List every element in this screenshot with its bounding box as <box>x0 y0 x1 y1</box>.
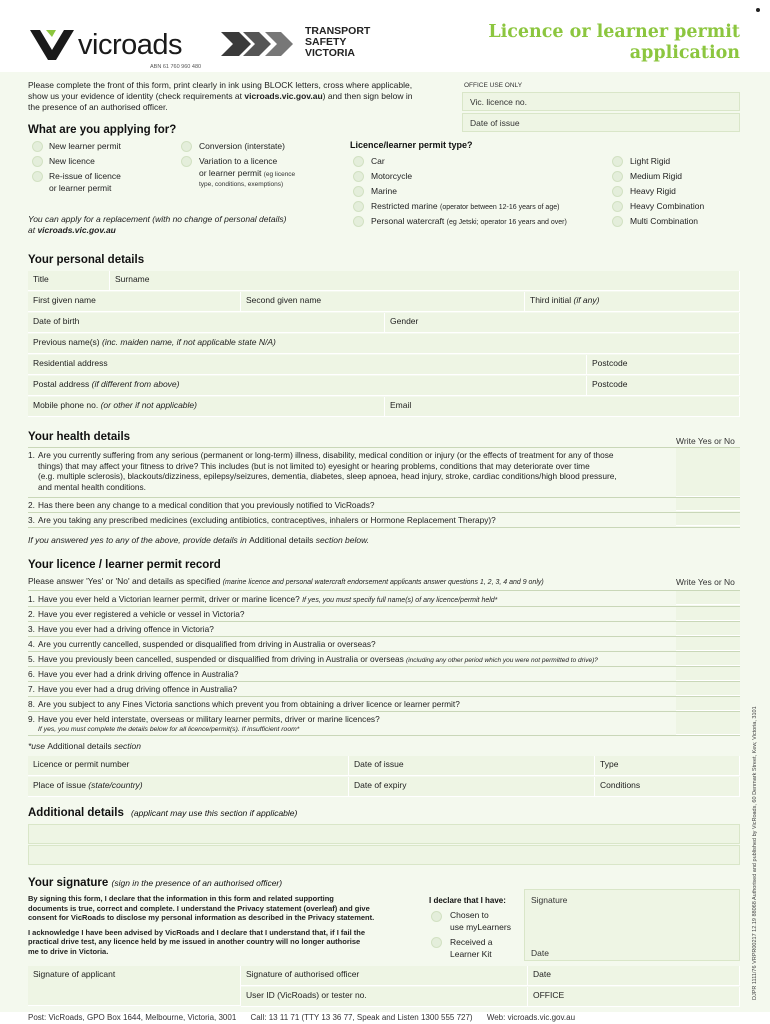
record-instructions <box>28 576 668 588</box>
previous-names-field[interactable] <box>28 334 740 354</box>
additional-line-1[interactable] <box>28 824 740 844</box>
declaration-p1-l3: consent for VicRoads to disclose my personal information as described in the Privacy statement. <box>28 913 375 922</box>
sig-applicant-label: Signature of applicant <box>33 969 116 979</box>
health-q1-line2: things) that may affect your fitness to drive? This includes (but is not limited to) eyesight or hearing problems, conditions that may deteriorate over time <box>38 460 590 471</box>
dob-label: Date of birth <box>33 316 80 326</box>
tsv-arrows-icon <box>221 28 299 60</box>
place-issue-label: Place of issue <box>33 780 86 790</box>
health-q1 <box>28 450 740 496</box>
user-id-field[interactable] <box>241 987 528 1007</box>
replacement-at: at <box>28 225 38 235</box>
health-q2 <box>28 500 740 512</box>
residential-label: Residential address <box>33 358 108 368</box>
record-q8-num: 8. <box>28 699 35 709</box>
signature-box-label: Signature <box>531 895 568 905</box>
health-note-c: section below. <box>313 535 370 545</box>
record-q6-text: Have you ever had a drink driving offence in Australia? <box>38 669 239 679</box>
record-q9-text <box>38 714 673 734</box>
record-q4-answer[interactable] <box>676 637 740 651</box>
record-q9-main: Have you ever held interstate, overseas or military learner permits, driver or marine licences? <box>38 714 380 724</box>
health-q2-text: Has there been any change to a medical condition that you previously notified to VicRoads? <box>38 500 375 510</box>
record-instr-a: Please answer 'Yes' or 'No' and details as specified <box>28 576 223 586</box>
dob-field[interactable] <box>28 313 385 333</box>
watercraft-text: Personal watercraft <box>371 216 445 226</box>
additional-heading <box>28 807 297 819</box>
label-restricted-marine <box>371 201 611 213</box>
form-title <box>488 22 740 64</box>
record-use-a: *use <box>28 741 48 751</box>
postcode2-field[interactable] <box>587 376 740 396</box>
record-rule-9 <box>28 735 740 736</box>
footer <box>28 1013 740 1022</box>
residential-field[interactable] <box>28 355 587 375</box>
postcode2-label: Postcode <box>592 379 628 389</box>
additional-line-2[interactable] <box>28 845 740 865</box>
record-q7-answer[interactable] <box>676 682 740 696</box>
third-initial-note: (if any) <box>573 295 600 305</box>
label-new-learner: New learner permit <box>49 141 121 151</box>
tsv-line2: SAFETY <box>305 36 347 48</box>
licence-number-label: Licence or permit number <box>33 759 130 769</box>
previous-names-label: Previous name(s) <box>33 337 100 347</box>
office-label: OFFICE <box>533 990 565 1000</box>
vicroads-logo <box>30 26 205 66</box>
office-field[interactable] <box>528 987 740 1007</box>
record-q5-main: Have you previously been cancelled, suspended or disqualified from driving in Australia or overseas <box>38 654 407 664</box>
label-heavy-rigid: Heavy Rigid <box>630 186 676 196</box>
record-rule-5 <box>28 666 740 667</box>
record-q5 <box>28 654 740 666</box>
record-q2-text: Have you ever registered a vehicle or vessel in Victoria? <box>38 609 245 619</box>
label-variation-d: type, conditions, exemptions) <box>199 181 284 188</box>
record-q1-text <box>38 594 673 607</box>
intro-line2 <box>28 91 453 102</box>
health-write-yn: Write Yes or No <box>676 436 735 446</box>
restricted-marine-note: (operator between 12-16 years of age) <box>439 204 560 211</box>
record-rule-1 <box>28 606 740 607</box>
record-q3-text: Have you ever had a driving offence in Victoria? <box>38 624 214 634</box>
first-name-field[interactable] <box>28 292 241 312</box>
record-q1-note: If yes, you must specify full name(s) of any licence/permit held* <box>302 597 498 604</box>
declaration-p1-l2: documents is true, correct and complete. I understand the Privacy statement (overleaf) and give <box>28 903 370 913</box>
health-q3 <box>28 515 740 527</box>
vicroads-chevron-icon <box>30 28 74 62</box>
health-rule <box>28 447 740 448</box>
title-field[interactable] <box>28 271 110 291</box>
record-rule-2 <box>28 621 740 622</box>
intro-line1: Please complete the front of this form, print clearly in ink using BLOCK letters, cross where applicable, <box>28 80 413 90</box>
radio-reissue[interactable] <box>32 171 43 182</box>
additional-heading-sub: (applicant may use this section if applicable) <box>131 808 298 818</box>
corner-dot <box>756 8 760 12</box>
record-q2-answer[interactable] <box>676 607 740 621</box>
first-name-label: First given name <box>33 295 96 305</box>
record-q9-num: 9. <box>28 714 35 724</box>
licence-number-field[interactable] <box>28 756 349 776</box>
signature-date-label: Date <box>531 948 549 958</box>
health-heading: Your health details <box>28 431 131 443</box>
replacement-note-line2 <box>28 225 348 236</box>
radio-watercraft[interactable] <box>353 216 364 227</box>
abn: ABN 61 760 960 480 <box>150 64 202 70</box>
label-watercraft <box>371 216 611 228</box>
record-rule-6 <box>28 681 740 682</box>
side-publication-text: DJPR 1111/76 VRPR00217 12.19 88068 Authorised and published by VicRoads, 60 Denmark Street, Kew, Victoria, 3101 <box>752 706 758 1000</box>
record-q8-text: Are you subject to any Fines Victoria sanctions which prevent you from obtaining a driver licence or learner permit? <box>38 699 460 709</box>
label-heavy-combination: Heavy Combination <box>630 201 705 211</box>
sig-officer-label: Signature of authorised officer <box>246 969 360 979</box>
record-q3 <box>28 624 740 636</box>
health-rule-3 <box>28 527 740 528</box>
conditions-label: Conditions <box>600 780 641 790</box>
label-motorcycle: Motorcycle <box>371 171 413 181</box>
radio-chosen-mylearners[interactable] <box>431 911 442 922</box>
signature-heading-text: Your signature <box>28 877 109 889</box>
record-q9 <box>28 714 740 736</box>
label-medium-rigid: Medium Rigid <box>630 171 682 181</box>
record-q6 <box>28 669 740 681</box>
label-marine: Marine <box>371 186 397 196</box>
record-q1 <box>28 594 740 606</box>
record-q5-note: (including any other period which you were not permitted to drive)? <box>406 657 598 664</box>
record-q4 <box>28 639 740 651</box>
place-issue-field[interactable] <box>28 777 349 797</box>
health-q3-text: Are you taking any prescribed medicines (excluding antibiotics, contraceptives, inhalers or Hormone Replacement Therapy)? <box>38 515 496 525</box>
record-q5-num: 5. <box>28 654 35 664</box>
record-q2-num: 2. <box>28 609 35 619</box>
health-q2-answer[interactable] <box>676 498 740 511</box>
record-q9-answer[interactable] <box>676 712 740 735</box>
record-q7-text: Have you ever had a drug driving offence in Australia? <box>38 684 238 694</box>
health-q1-num: 1. <box>28 450 35 460</box>
intro-text <box>28 80 453 113</box>
record-q5-answer[interactable] <box>676 652 740 666</box>
radio-medium-rigid[interactable] <box>612 171 623 182</box>
label-variation-b <box>199 168 295 180</box>
health-q1-line3: (e.g. multiple sclerosis), blackouts/dizziness, epilepsy/seizures, dementia, diabetes, sleep apnoea, head injury, stroke, cardiac conditions/high blood pressure, <box>38 471 617 481</box>
form-title-line2: application <box>629 43 740 63</box>
permit-type-heading: Licence/learner permit type? <box>350 140 473 150</box>
radio-multi-combination[interactable] <box>612 216 623 227</box>
replacement-link[interactable]: vicroads.vic.gov.au <box>37 225 116 235</box>
record-q7-num: 7. <box>28 684 35 694</box>
record-q3-answer[interactable] <box>676 622 740 636</box>
declaration-p2-l2: practical drive test, any licence held by me issued in another country will no longer authorise <box>28 937 361 946</box>
gender-label: Gender <box>390 316 419 326</box>
declaration-p1-l1: By signing this form, I declare that the information in this form and related supporting <box>28 894 334 903</box>
record-instr-b: (marine licence and personal watercraft endorsement applicants answer questions 1, 2, 3, 4 and 9 only) <box>222 579 544 586</box>
record-q8-answer[interactable] <box>676 697 740 711</box>
type-field[interactable] <box>595 756 740 776</box>
record-q9-note: If yes, you must complete the details below for all licence/permit(s). If insufficient room* <box>38 725 300 733</box>
tsv-logo <box>221 26 381 66</box>
record-q6-num: 6. <box>28 669 35 679</box>
personal-heading: Your personal details <box>28 254 145 266</box>
sig-applicant-field[interactable] <box>28 966 241 1006</box>
tsv-line3: VICTORIA <box>305 47 355 59</box>
type-label: Type <box>600 759 619 769</box>
signature-heading <box>28 877 282 889</box>
email-label: Email <box>390 400 412 410</box>
office-licence-label: Vic. licence no. <box>470 97 528 107</box>
previous-names-note: (inc. maiden name, if not applicable state N/A) <box>101 337 276 347</box>
label-conversion: Conversion (interstate) <box>199 141 285 151</box>
record-use-note <box>28 741 141 752</box>
postcode1-label: Postcode <box>592 358 628 368</box>
office-date-label: Date of issue <box>470 118 520 128</box>
declaration-p2-l3: me to drive in Victoria. <box>28 946 109 956</box>
radio-marine[interactable] <box>353 186 364 197</box>
health-q1-line1: Are you currently suffering from any serious (permanent or long-term) illness, disability, medical condition or injury (or the effects of treatment for any of those <box>38 450 614 460</box>
radio-new-learner[interactable] <box>32 141 43 152</box>
watercraft-note: (eg Jetski; operator 16 years and over) <box>446 219 567 226</box>
record-rule-8 <box>28 711 740 712</box>
label-light-rigid: Light Rigid <box>630 156 671 166</box>
postal-note: (if different from above) <box>91 379 180 389</box>
surname-label: Surname <box>115 274 150 284</box>
date-expiry-label: Date of expiry <box>354 780 407 790</box>
record-use-c: section <box>111 741 141 751</box>
record-use-b: Additional details <box>47 741 112 751</box>
record-rule-3 <box>28 636 740 637</box>
postal-field[interactable] <box>28 376 587 396</box>
title-label: Title <box>33 274 49 284</box>
record-q8 <box>28 699 740 711</box>
intro-line2c: ) and then sign below in <box>322 91 413 101</box>
radio-variation[interactable] <box>181 156 192 167</box>
record-q1-num: 1. <box>28 594 35 604</box>
postal-label: Postal address <box>33 379 90 389</box>
health-rule-1 <box>28 497 740 498</box>
health-q3-num: 3. <box>28 515 35 525</box>
radio-new-licence[interactable] <box>32 156 43 167</box>
office-licence-field[interactable] <box>462 92 740 111</box>
gender-field[interactable] <box>385 313 740 333</box>
health-note-a: If you answered yes to any of the above, provide details in <box>28 535 250 545</box>
footer-web[interactable]: Web: vicroads.vic.gov.au <box>486 1013 576 1022</box>
declaration-p2-l1: I acknowledge I have been advised by VicRoads and I declare that I understand that, if I fail the <box>28 927 366 937</box>
label-chosen-b: use myLearners <box>450 922 511 932</box>
user-id-label: User ID (VicRoads) or tester no. <box>246 990 367 1000</box>
sig-officer-field[interactable] <box>241 966 528 986</box>
mobile-label: Mobile phone no. <box>33 400 99 410</box>
radio-restricted-marine[interactable] <box>353 201 364 212</box>
additional-heading-text: Additional details <box>28 807 124 819</box>
record-rule-7 <box>28 696 740 697</box>
radio-light-rigid[interactable] <box>612 156 623 167</box>
record-q4-num: 4. <box>28 639 35 649</box>
date-expiry-field[interactable] <box>349 777 595 797</box>
health-q1-answer[interactable] <box>676 448 740 497</box>
declare-heading: I declare that I have: <box>429 896 506 905</box>
second-name-label: Second given name <box>246 295 322 305</box>
form-title-line1: Licence or learner permit <box>488 22 740 42</box>
radio-motorcycle[interactable] <box>353 171 364 182</box>
label-variation-a: Variation to a licence <box>199 156 278 166</box>
intro-line2a: show us your evidence of identity (check requirements at <box>28 91 245 101</box>
record-q5-text <box>38 654 688 667</box>
conditions-field[interactable] <box>595 777 740 797</box>
intro-line3: the presence of an authorised officer. <box>28 102 168 112</box>
health-rule-2 <box>28 512 740 513</box>
replacement-note-line1: You can apply for a replacement (with no change of personal details) <box>28 214 287 224</box>
label-received-b: Learner Kit <box>450 949 492 959</box>
health-note <box>28 535 369 546</box>
footer-post: Post: VicRoads, GPO Box 1644, Melbourne, Victoria, 3001 <box>28 1013 237 1022</box>
label-new-licence: New licence <box>49 156 95 166</box>
tsv-line1: TRANSPORT <box>305 25 371 37</box>
office-use-title: OFFICE USE ONLY <box>464 82 523 89</box>
radio-conversion[interactable] <box>181 141 192 152</box>
third-initial-field[interactable] <box>525 292 740 312</box>
intro-link[interactable]: vicroads.vic.gov.au <box>244 91 323 101</box>
radio-car[interactable] <box>353 156 364 167</box>
radio-heavy-combination[interactable] <box>612 201 623 212</box>
email-field[interactable] <box>385 397 740 417</box>
health-q1-line4: and mental health conditions. <box>38 481 146 492</box>
label-chosen-a: Chosen to <box>450 910 489 920</box>
mobile-note: (or other if not applicable) <box>100 400 197 410</box>
record-heading: Your licence / learner permit record <box>28 559 221 571</box>
signature-heading-sub: (sign in the presence of an authorised officer) <box>111 878 283 888</box>
replacement-note <box>28 214 348 236</box>
postcode1-field[interactable] <box>587 355 740 375</box>
declaration-text <box>28 894 408 956</box>
label-variation-c: (eg licence <box>263 171 296 178</box>
place-issue-note: (state/country) <box>88 780 143 790</box>
label-reissue-a: Re-issue of licence <box>49 171 121 181</box>
health-note-b: Additional details <box>249 535 314 545</box>
date-issue-label: Date of issue <box>354 759 404 769</box>
date2-field[interactable] <box>528 966 740 986</box>
date-issue-field[interactable] <box>349 756 595 776</box>
label-reissue-b: or learner permit <box>49 183 112 193</box>
record-q4-text: Are you currently cancelled, suspended or disqualified from driving in Australia or overseas? <box>38 639 376 649</box>
record-rule-4 <box>28 651 740 652</box>
radio-heavy-rigid[interactable] <box>612 186 623 197</box>
record-q7 <box>28 684 740 696</box>
footer-call: Call: 13 11 71 (TTY 13 36 77, Speak and Listen 1300 555 727) <box>250 1013 473 1022</box>
vicroads-wordmark: vicroads <box>78 29 182 61</box>
health-q3-answer[interactable] <box>676 513 740 526</box>
record-q3-num: 3. <box>28 624 35 634</box>
radio-received-kit[interactable] <box>431 937 442 948</box>
office-date-field[interactable] <box>462 113 740 132</box>
label-multi-combination: Multi Combination <box>630 216 699 226</box>
health-q2-num: 2. <box>28 500 35 510</box>
label-car: Car <box>371 156 385 166</box>
health-q1-text <box>38 450 673 492</box>
signature-box[interactable] <box>524 889 740 961</box>
record-q2 <box>28 609 740 621</box>
record-q1-answer[interactable] <box>676 591 740 605</box>
second-name-field[interactable] <box>241 292 525 312</box>
record-q1-main: Have you ever held a Victorian learner permit, driver or marine licence? <box>38 594 303 604</box>
restricted-marine-text: Restricted marine <box>371 201 438 211</box>
date2-label: Date <box>533 969 551 979</box>
record-q6-answer[interactable] <box>676 667 740 681</box>
record-rule <box>28 590 740 591</box>
label-received-a: Received a <box>450 937 493 947</box>
third-initial-label: Third initial <box>530 295 572 305</box>
surname-field[interactable] <box>110 271 740 291</box>
applying-heading: What are you applying for? <box>28 124 177 136</box>
mobile-field[interactable] <box>28 397 385 417</box>
label-variation-b-text: or learner permit <box>199 168 262 178</box>
record-write-yn: Write Yes or No <box>676 577 735 587</box>
